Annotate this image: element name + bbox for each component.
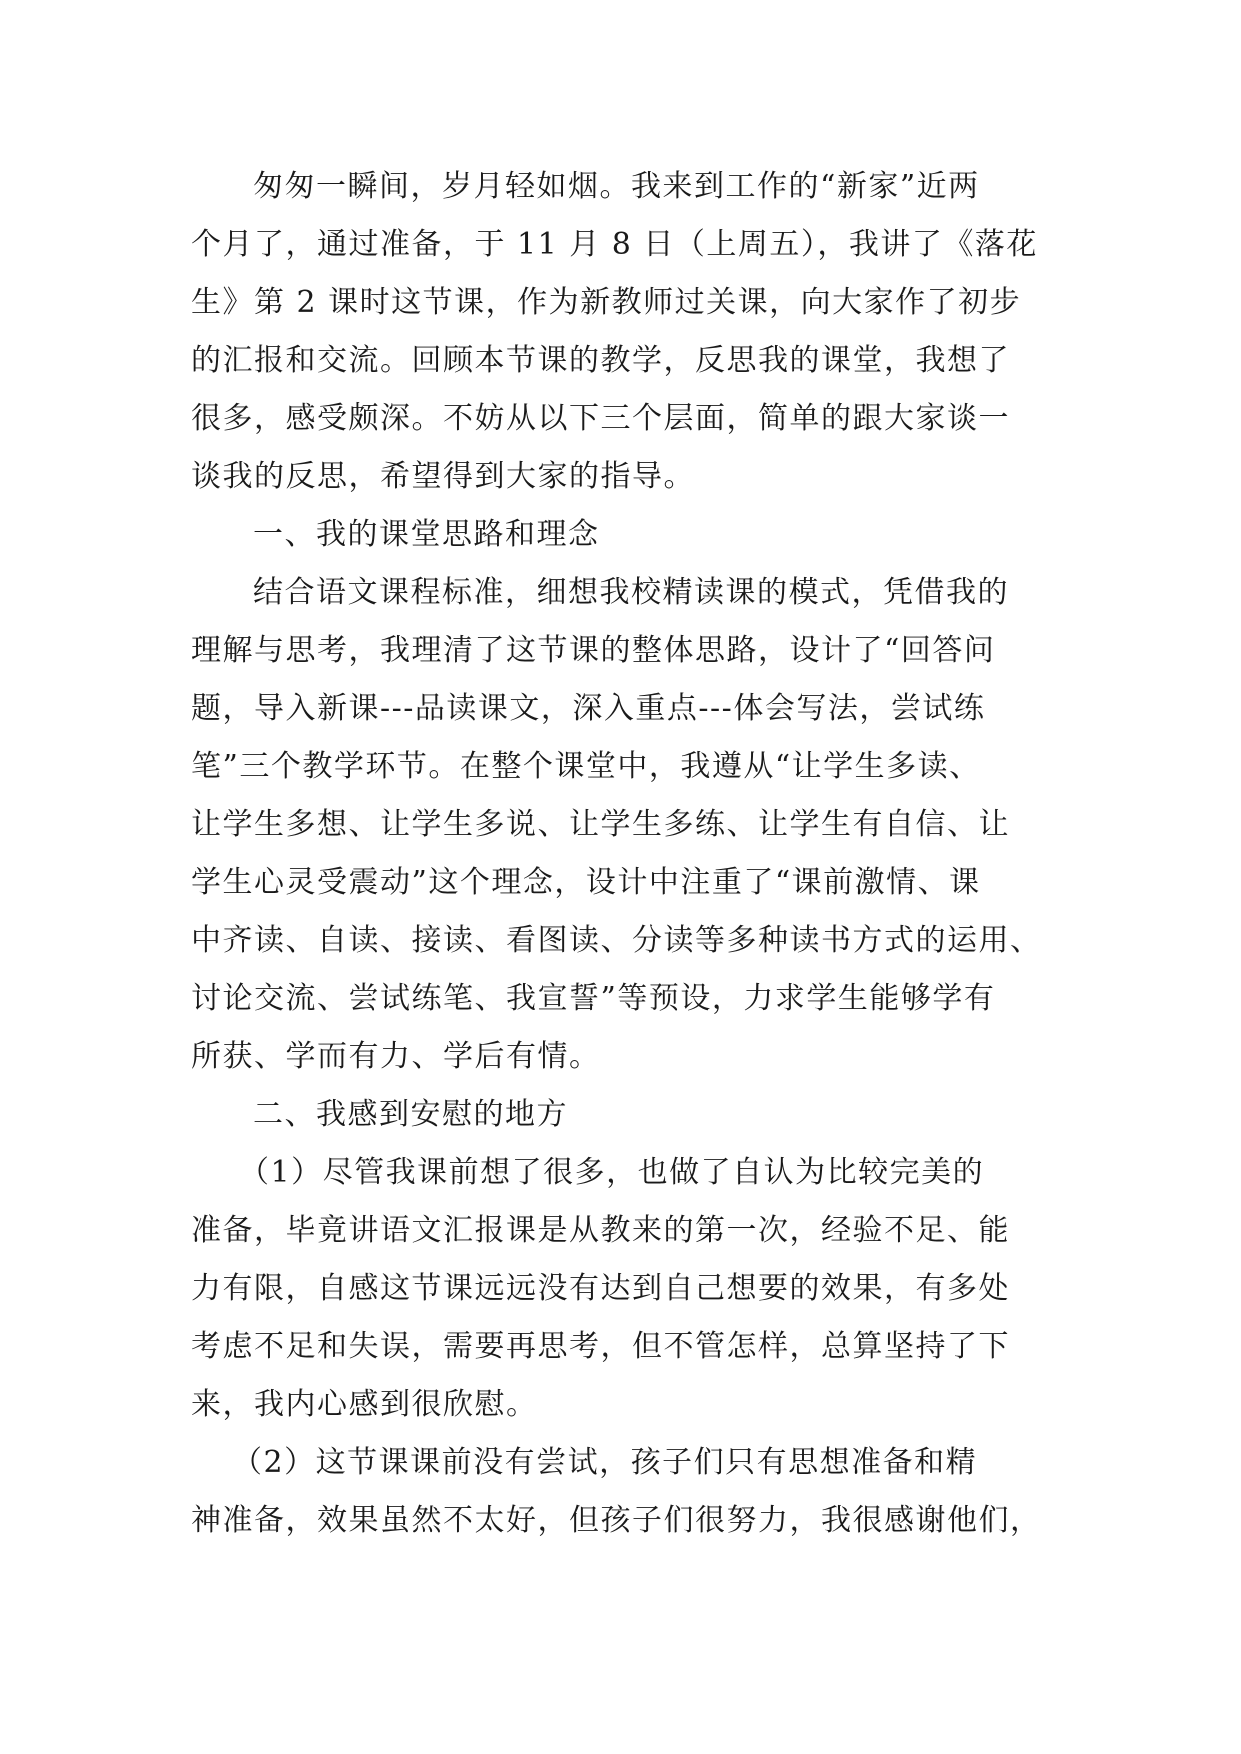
paragraph-line: 力有限，自感这节课远远没有达到自己想要的效果，有多处 <box>191 1271 1010 1306</box>
paragraph-line: 很多，感受颇深。不妨从以下三个层面，简单的跟大家谈一 <box>191 401 1010 436</box>
paragraph-line: 讨论交流、尝试练笔、我宣誓”等预设，力求学生能够学有 <box>191 981 996 1016</box>
paragraph-line: 个月了，通过准备，于 11 月 8 日（上周五），我讲了《落花 <box>191 227 1038 262</box>
paragraph-line: 所获、学而有力、学后有情。 <box>191 1039 601 1074</box>
paragraph-line: 的汇报和交流。回顾本节课的教学，反思我的课堂，我想了 <box>191 343 1010 378</box>
section-heading: 二、我感到安慰的地方 <box>253 1097 568 1132</box>
paragraph-line: 学生心灵受震动”这个理念，设计中注重了“课前激情、课 <box>191 865 981 900</box>
paragraph-line: 中齐读、自读、接读、看图读、分读等多种读书方式的运用、 <box>191 923 1042 958</box>
paragraph-line: 谈我的反思，希望得到大家的指导。 <box>191 459 695 494</box>
paragraph-line: 神准备，效果虽然不太好，但孩子们很努力，我很感谢他们， <box>191 1503 1042 1538</box>
paragraph-line: 笔”三个教学环节。在整个课堂中，我遵从“让学生多读、 <box>191 749 981 784</box>
paragraph-line: 理解与思考，我理清了这节课的整体思路，设计了“回答问 <box>191 633 996 668</box>
paragraph-line: （1）尽管我课前想了很多，也做了自认为比较完美的 <box>239 1155 985 1190</box>
document-body <box>191 158 1071 1550</box>
paragraph-line: 考虑不足和失误，需要再思考，但不管怎样，总算坚持了下 <box>191 1329 1010 1364</box>
paragraph-line: 生》第 2 课时这节课，作为新教师过关课，向大家作了初步 <box>191 285 1022 320</box>
paragraph-line: 题，导入新课---品读课文，深入重点---体会写法，尝试练 <box>191 691 986 726</box>
paragraph-line: （2）这节课课前没有尝试，孩子们只有思想准备和精 <box>232 1445 978 1480</box>
paragraph-line: 让学生多想、让学生多说、让学生多练、让学生有自信、让 <box>191 807 1010 842</box>
paragraph-line: 来，我内心感到很欣慰。 <box>191 1387 538 1422</box>
paragraph-line: 结合语文课程标准，细想我校精读课的模式，凭借我的 <box>253 575 1009 610</box>
paragraph-line: 匆匆一瞬间，岁月轻如烟。我来到工作的“新家”近两 <box>253 169 980 204</box>
paragraph-line: 准备，毕竟讲语文汇报课是从教来的第一次，经验不足、能 <box>191 1213 1010 1248</box>
section-heading: 一、我的课堂思路和理念 <box>253 517 600 552</box>
